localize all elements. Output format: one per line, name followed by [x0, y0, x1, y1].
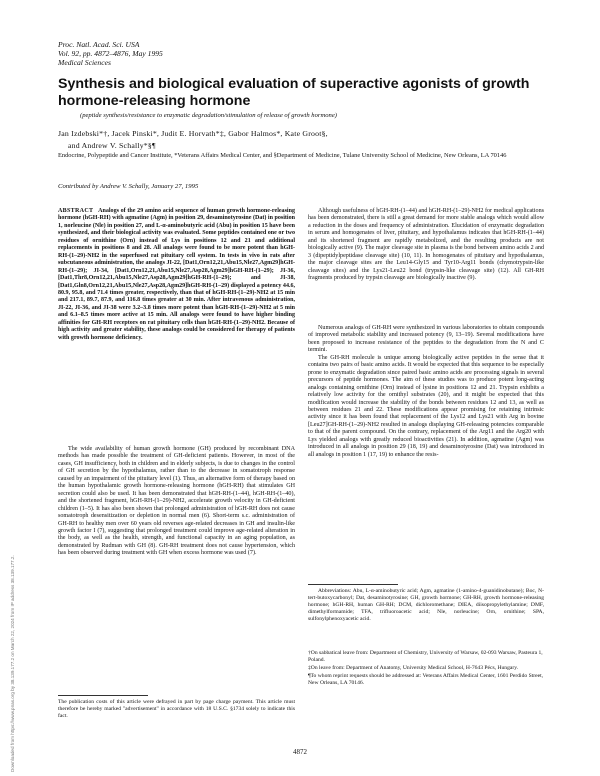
introduction-paragraph: The wide availability of human growth hormone (GH) produced by recombinant DNA methods has made possible the treatment of GH-deficient patients. However, in most of the cases, GH insufficiency, both in children and in elderly subjects, is due to changes in the control of GH secretion by the hypothalamus, rather than to the decrease in somatotroph response caused by an impairment of the pituitary level (1). Thus, an alternative form of therapy based on the human hypothalamic growth hormone-releasing hormone (hGH-RH) that stimulates GH secretion could also be used. It has been demonstrated that hGH-RH-(1–44), hGH-RH-(1–40), and the shortened fragment, hGH-RH-(1–29)-NH2, accelerate growth velocity in GH-deficient children (1–5). It has also been shown that prolonged administration of hGH-RH does not cause somatotroph desensitization or depletion in normal men (6). Short-term s.c. administration of GH-RH to healthy men over 60 years old reverses age-related decreases in GH and insulin-like growth factor I (7), suggesting that prolonged treatment could improve age-related alteration in the body, as well as the health, strength, and functional capacity in an aging population, as demonstrated by Rudman with GH (8). GH-RH treatment does not cause hypertension, which has been observed during treatment with GH when excess hormone was used (7).: [58, 446, 295, 557]
download-watermark-text: Downloaded from https://www.pnas.org by 38.139.177.2 on March 22, 2024 from IP address 38.139.177.2.: [10, 555, 15, 772]
footnote-item: †On sabbatical leave from: Department of Chemistry, University of Warsaw, 02-093 Warsaw, Pasteura 1, Poland.: [308, 650, 543, 663]
download-watermark: [10, 555, 22, 772]
journal-section: Medical Sciences: [58, 58, 111, 67]
keywords: (peptide synthesis/resistance to enzymatic degradation/stimulation of release of growth hormone): [80, 112, 337, 119]
body-paragraph-1: Although usefulness of hGH-RH-(1–44) and hGH-RH-(1–29)-NH2 for medical applications has been demonstrated, there is still a great demand for more stable analogs which would allow a reduction in the doses and frequency of administration. Elucidation of enzymatic degradation in serum and homogenates of liver, pituitary, and hypothalamus indicates that hGH-RH-(1–44) and its shortened fragment are rapidly metabolized, and the resulting products are not biologically active (9). The major cleavage site in plasma is the bond between amino acids 2 and 3 (dipeptidylpeptidase cleavage site) (10, 11). In homogenates of pituitary and hypothalamus, the major cleavage sites are the Leu14-Gly15 and Tyr10-Arg11 bonds (chymotrypsin-like cleavage sites) and the Lys21-Leu22 bond (trypsin-like cleavage site) (12). All GH-RH fragments produced by trypsin cleavage are biologically inactive (9).: [308, 208, 544, 282]
authors-line-2: and Andrew V. Schally*§¶: [68, 141, 156, 150]
body-paragraph-2: Numerous analogs of GH-RH were synthesized in various laboratories to obtain compounds of improved metabolic stability and increased potency (9, 13–19). Several modifications have been proposed to increase resistance of the peptides to the degradation from the N and C termini.: [308, 325, 544, 354]
abbreviations-footnote: Abbreviations: Abu, L-α-aminobutyric acid; Agm, agmatine (1-amino-4-guanidinobutane); Boc, N-tert-butoxycarbonyl; Dat, desaminotyrosine; GH, growth hormone; GH-RH, growth hormone-releasing hormone; hGH-RH, human GH-RH; DCM, dichloromethane; DIEA, diisopropylethylamine; DMF, dimethylformamide; TFA, trifluoroacetic acid; Nle, norleucine; Orn, ornithine; SPA, sulfonylphenoxyacetic acid.: [308, 588, 544, 622]
journal-volume: Vol. 92, pp. 4872–4876, May 1995: [58, 49, 163, 58]
body-paragraph-3: The GH-RH molecule is unique among biologically active peptides in the sense that it contains two pairs of basic amino acids. It would be expected that this sequence to be especially prone to enzymatic degradation since paired basic amino acids are processing signals in several precursors of peptide hormones. The aim of these studies was to produce potent long-acting analogs containing ornithine (Orn) instead of lysine in positions 12 and 21. Trypsin exhibits a relatively low activity for the ornithyl substrates (20), and it might be expected that this modification would increase the stability of the bonds between residues 12 and 13, as well as between residues 21 and 22. These modifications appear promising for retaining intrinsic activity since it has been found that replacement of the Lys12 and Lys21 with Arg in bovine [Leu27]GH-RH-(1–29)-NH2 resulted in analogs displaying GH-releasing potencies comparable to that of the parent compound. On the contrary, replacement of the Arg11 and the Arg20 with Lys yielded analogs with greatly reduced bioactivities (21). In addition, agmatine (Agm) was introduced in all analogs in position 29 (18, 19) and desaminotyrosine (Dat) was introduced in all analogs in position 1 (17, 19) to enhance the resis-: [308, 354, 544, 458]
abstract: [58, 208, 295, 342]
abstract-text: Analogs of the 29 amino acid sequence of human growth hormone-releasing hormone (hGH-RH) with agmatine (Agm) in position 29, desaminotyrosine (Dat) in position 1, norleucine (Nle) in position 27, and L-α-aminobutyric acid (Abu) in position 15 have been synthesized, and their biological activity was evaluated. Some peptides contained one or two residues of ornithine (Orn) instead of Lys in positions 12 and 21 and additional replacements in positions 8 and 28. All analogs were found to be more potent than hGH-RH-(1–29)-NH2 in the superfused rat pituitary cell system. In tests in vivo in rats after subcutaneous administration, the analogs JI-22, [Dat1,Orn12,21,Abu15,Nle27,Agm29]hGH-RH-(1–29); JI-34, [Dat1,Orn12,21,Abu15,Nle27,Asp28,Agm29]hGH-RH-(1–29); JI-36, [Dat1,Thr8,Orn12,21,Abu15,Nle27,Asp28,Agm29]hGH-RH-(1–29); and JI-38, [Dat1,Gln8,Orn12,21,Abu15,Nle27,Asp28,Agm29]hGH-RH-(1–29) displayed a potency 44.6, 80.9, 95.8, and 71.4 times greater, respectively, than that of hGH-RH-(1–29)-NH2 at 15 min and 217.1, 89.7, 87.9, and 116.8 times greater at 30 min. After intravenous administration, JI-22, JI-36, and JI-38 were 3.2–3.8 times more potent than hGH-RH-(1–29)-NH2 at 5 min and 6.1–8.5 times more active at 15 min. All analogs were found to have higher binding affinities for GH-RH receptors on rat pituitary cells than hGH-RH-(1–29)-NH2. Because of high activity and greater stability, these analogs could be considered for therapy of patients with growth hormone deficiency.: [58, 208, 296, 341]
footnote-rule-left: [58, 695, 148, 696]
authors-line-1: Jan Izdebski*†, Jacek Pinski*, Judit E. Horvath*‡, Gabor Halmos*, Kate Groot§,: [58, 129, 328, 138]
footnote-item: ¶To whom reprint requests should be addressed at: Veterans Affairs Medical Center, 1601 Perdido Street, New Orleans, LA 70146.: [308, 672, 544, 686]
article-title: Synthesis and biological evaluation of superactive agonists of growth hormone-releasing hormone: [58, 76, 530, 109]
body-paragraphs-2-3: [308, 325, 544, 459]
journal-name: Proc. Natl. Acad. Sci. USA: [58, 40, 140, 49]
author-footnotes: [308, 650, 544, 688]
publication-cost-note: The publication costs of this article were defrayed in part by page charge payment. This article must therefore be hereby marked "advertisement" in accordance with 18 U.S.C. §1734 solely to indicate this fact.: [58, 699, 295, 719]
footnote-rule-right: [308, 584, 398, 585]
footnote-item: ‡On leave from: Department of Anatomy, University Medical School, H-7643 Pécs, Hungary.: [308, 664, 519, 671]
abstract-heading: ABSTRACT: [58, 208, 94, 214]
page-number: 4872: [293, 748, 307, 756]
communicated-by: Contributed by Andrew V. Schally, January 27, 1995: [58, 183, 199, 190]
journal-header: [58, 40, 163, 67]
author-list: [58, 128, 558, 152]
affiliation: Endocrine, Polypeptide and Cancer Institute, *Veterans Affairs Medical Center, and §Department of Medicine, Tulane University School of Medicine, New Orleans, LA 70146: [58, 152, 507, 159]
